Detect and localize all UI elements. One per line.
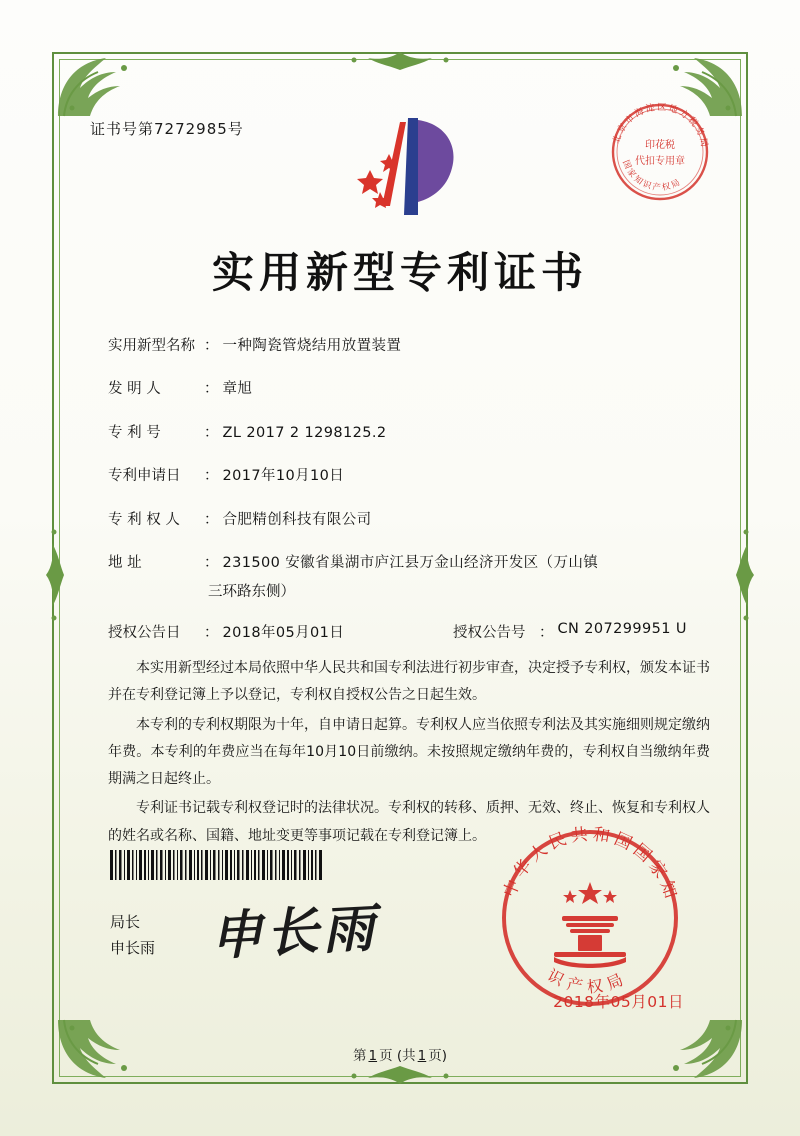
tax-stamp <box>604 96 716 208</box>
certificate-number: 证书号第7272985号 <box>90 120 244 138</box>
field-colon: ： <box>204 511 219 528</box>
svg-text:中华人民共和国国家知: 中华人民共和国国家知 <box>499 824 682 905</box>
certificate-content <box>90 90 710 1066</box>
field-colon: ： <box>204 468 219 485</box>
edge-ornament-icon <box>330 1064 470 1086</box>
field-value: ZL 2017 2 1298125.2 <box>222 424 387 441</box>
paragraph: 本专利的专利权期限为十年，自申请日起算。专利权人应当依照专利法及其实施细则规定缴纳年费。本专利的年费应当在每年10月10日前缴纳。未按照规定缴纳年费的，专利权自当缴纳年费期满之日起终止。 <box>108 716 710 788</box>
footer-page-number: 1 <box>368 1048 378 1064</box>
field-colon: ： <box>539 624 554 641</box>
page-title: 实用新型专利证书 <box>211 248 588 297</box>
paragraph: 本实用新型经过本局依照中华人民共和国专利法进行初步审查，决定授予专利权，颁发本证书并在专利登记簿上予以登记，专利权自授权公告之日起生效。 <box>108 660 710 704</box>
field-application-date <box>108 465 710 487</box>
svg-text:代扣专用章: 代扣专用章 <box>635 156 685 167</box>
field-label: 授权公告日 <box>108 624 181 641</box>
page-footer <box>90 1044 710 1064</box>
field-list <box>108 335 710 662</box>
field-grant-number <box>453 621 710 642</box>
field-label: 专 利 号 <box>108 424 161 441</box>
field-address-line2: 三环路东侧） <box>208 583 295 600</box>
field-label: 发 明 人 <box>108 381 161 398</box>
footer-total-pages: 1 <box>417 1048 427 1064</box>
field-value: 2017年10月10日 <box>222 468 345 485</box>
footer-prefix: 第 <box>352 1048 367 1064</box>
field-value: 2018年05月01日 <box>222 624 345 641</box>
field-colon: ： <box>204 555 219 572</box>
svg-text:北京市海淀区地方税务局: 北京市海淀区地方税务局 <box>611 102 710 150</box>
field-value: 一种陶瓷管烧结用放置装置 <box>222 338 402 354</box>
field-address <box>108 552 710 574</box>
svg-text:印花税: 印花税 <box>645 140 675 151</box>
grant-row <box>108 621 710 642</box>
field-patentee <box>108 509 710 531</box>
field-value: 章旭 <box>222 381 253 398</box>
paragraph: 专利证书记载专利权登记时的法律状况。专利权的转移、质押、无效、终止、恢复和专利权人的姓名或名称、国籍、地址变更等事项记载在专利登记簿上。 <box>108 800 710 844</box>
svg-text:国家知识产权局: 国家知识产权局 <box>620 158 684 194</box>
field-utility-model-name <box>108 335 710 357</box>
field-label: 授权公告号 <box>453 624 526 641</box>
field-value: 合肥精创科技有限公司 <box>222 511 372 528</box>
field-colon: ： <box>204 424 219 441</box>
footer-middle: 页 (共 <box>379 1048 416 1064</box>
patent-barcode <box>110 850 322 880</box>
field-label: 专利申请日 <box>108 468 181 485</box>
sipo-logo-icon <box>346 110 476 225</box>
field-patent-number <box>108 422 710 444</box>
field-value: 231500 安徽省巢湖市庐江县万金山经济开发区（万山镇 <box>222 555 599 572</box>
handwritten-signature: 申长雨 <box>208 897 380 968</box>
director-title-label: 局长 <box>110 913 141 931</box>
field-label: 专 利 权 人 <box>108 511 180 528</box>
field-inventor <box>108 378 710 400</box>
director-name-label: 申长雨 <box>110 938 156 957</box>
edge-ornament-icon <box>330 50 470 72</box>
field-grant-date <box>108 621 453 642</box>
national-ip-administration-seal <box>492 820 688 1016</box>
seal-date: 2018年05月01日 <box>553 993 684 1011</box>
field-colon: ： <box>204 338 219 354</box>
field-value: CN 207299951 U <box>557 620 687 637</box>
edge-ornament-icon <box>44 520 66 630</box>
footer-suffix: 页) <box>428 1048 448 1064</box>
signature-block <box>110 910 155 961</box>
field-label: 地 址 <box>108 555 142 572</box>
field-colon: ： <box>204 624 219 641</box>
edge-ornament-icon <box>734 520 756 630</box>
svg-text:识产权局: 识产权局 <box>544 965 632 997</box>
field-label: 实用新型名称 <box>108 338 195 354</box>
field-colon: ： <box>204 381 219 398</box>
